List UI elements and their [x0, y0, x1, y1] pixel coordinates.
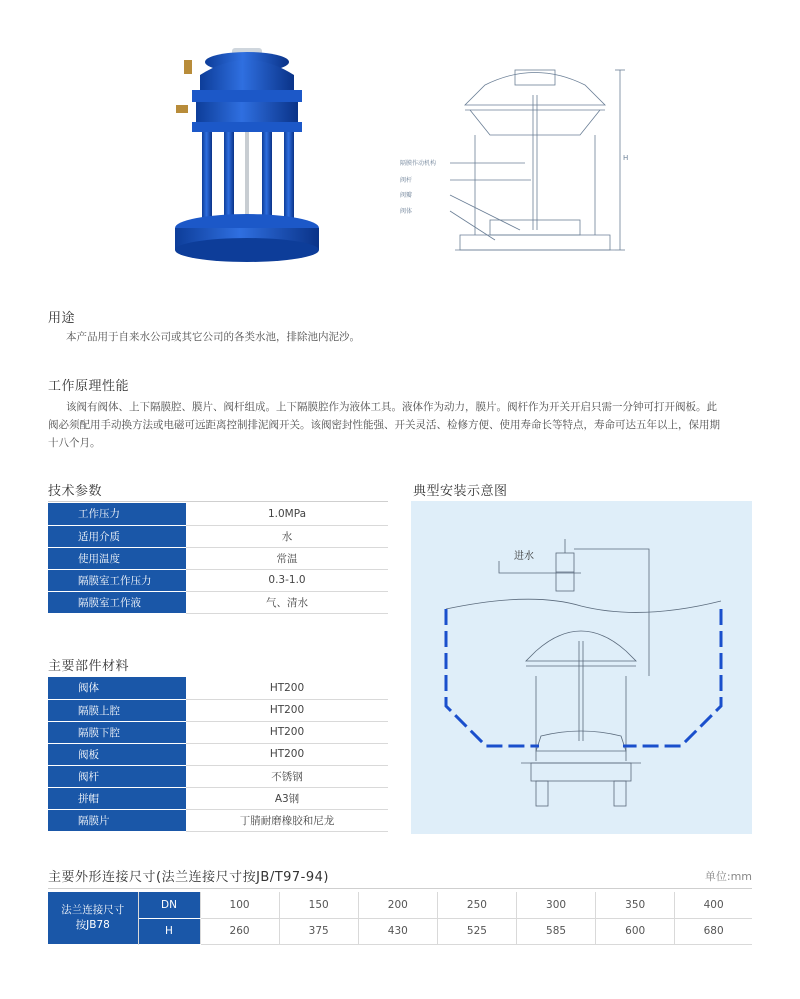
- diagram-dimension-h: H: [623, 154, 629, 162]
- param-value: 水: [186, 525, 388, 547]
- dn-cell: 350: [596, 892, 675, 918]
- dn-cell: 300: [517, 892, 596, 918]
- diagram-label-disc: 阀瓣: [400, 192, 413, 199]
- install-diagram-panel: [411, 501, 752, 834]
- tech-params-table: [48, 503, 388, 614]
- dims-row-head-line2: 按JB78: [75, 919, 110, 931]
- dn-cell: 250: [437, 892, 516, 918]
- diagram-label-body: 阀体: [400, 208, 413, 215]
- material-value: 丁腈耐磨橡胶和尼龙: [186, 809, 388, 831]
- param-value: 气、清水: [186, 591, 388, 613]
- dn-cell: 150: [279, 892, 358, 918]
- tech-title: 技术参数: [48, 484, 103, 499]
- dn-cell: 100: [200, 892, 279, 918]
- table-row: [48, 547, 388, 569]
- material-part: 隔膜上腔: [48, 699, 186, 721]
- install-title: 典型安装示意图: [413, 484, 508, 499]
- table-row: [48, 503, 388, 525]
- material-value: HT200: [186, 699, 388, 721]
- table-row: [48, 787, 388, 809]
- material-value: HT200: [186, 743, 388, 765]
- dims-h-label: H: [138, 918, 200, 944]
- h-cell: 260: [200, 918, 279, 944]
- install-diagram: [411, 501, 752, 834]
- table-row: [48, 699, 388, 721]
- param-value: 1.0MPa: [186, 503, 388, 525]
- table-row: [48, 677, 388, 699]
- valve-product-photo: [170, 40, 340, 270]
- param-key: 工作压力: [48, 503, 186, 525]
- table-row: [48, 743, 388, 765]
- materials-title: 主要部件材料: [48, 659, 130, 674]
- material-part: 阀体: [48, 677, 186, 699]
- inlet-label: 进水: [514, 551, 534, 562]
- table-row: [48, 918, 752, 944]
- material-value: 不锈钢: [186, 765, 388, 787]
- principle-line-2: 阀必须配用手动换方法或电磁可远距离控制排泥阀开关。该阀密封性能强、开关灵活、检修方便、使用寿命长等特点，寿命可达五年以上，保用期: [48, 419, 720, 431]
- material-part: 阀杆: [48, 765, 186, 787]
- h-cell: 430: [358, 918, 437, 944]
- diagram-label-stem: 阀杆: [400, 177, 413, 184]
- param-key: 使用温度: [48, 547, 186, 569]
- table-row: [48, 569, 388, 591]
- param-key: 隔膜室工作压力: [48, 569, 186, 591]
- material-part: 阀板: [48, 743, 186, 765]
- dims-title: 主要外形连接尺寸(法兰连接尺寸按JB/T97-94): [48, 870, 329, 885]
- principle-title: 工作原理性能: [48, 379, 130, 394]
- material-value: HT200: [186, 677, 388, 699]
- dims-table: [48, 892, 752, 945]
- table-row: [48, 525, 388, 547]
- param-key: 隔膜室工作液: [48, 591, 186, 613]
- valve-section-drawing: [395, 55, 635, 265]
- material-part: 隔膜下腔: [48, 721, 186, 743]
- material-part: 隔膜片: [48, 809, 186, 831]
- dn-cell: 200: [358, 892, 437, 918]
- table-row: [48, 721, 388, 743]
- param-value: 常温: [186, 547, 388, 569]
- param-key: 适用介质: [48, 525, 186, 547]
- table-row: [48, 591, 388, 613]
- diagram-label-actuator: 隔膜作动机构: [400, 160, 437, 167]
- h-cell: 600: [596, 918, 675, 944]
- dims-dn-label: DN: [138, 892, 200, 918]
- dn-cell: 400: [675, 892, 752, 918]
- usage-text: 本产品用于自来水公司或其它公司的各类水池，排除池内泥沙。: [66, 331, 360, 343]
- table-row: [48, 892, 752, 918]
- dims-unit: 单位:mm: [704, 870, 752, 883]
- h-cell: 680: [675, 918, 752, 944]
- principle-line-3: 十八个月。: [48, 437, 101, 449]
- h-cell: 525: [437, 918, 516, 944]
- table-row: [48, 809, 388, 831]
- material-value: A3钢: [186, 787, 388, 809]
- usage-title: 用途: [48, 311, 76, 326]
- h-cell: 375: [279, 918, 358, 944]
- principle-line-1: 该阀有阀体、上下隔膜腔、膜片、阀杆组成。上下隔膜腔作为液体工具。液体作为动力，膜片。阀杆作为开关开启只需一分钟可打开阀板。此: [66, 401, 717, 413]
- dims-row-head-line1: 法兰连接尺寸: [61, 904, 125, 916]
- table-row: [48, 765, 388, 787]
- dims-row-head: [48, 892, 138, 944]
- material-value: HT200: [186, 721, 388, 743]
- material-part: 拼帽: [48, 787, 186, 809]
- param-value: 0.3-1.0: [186, 569, 388, 591]
- materials-table: [48, 677, 388, 832]
- h-cell: 585: [517, 918, 596, 944]
